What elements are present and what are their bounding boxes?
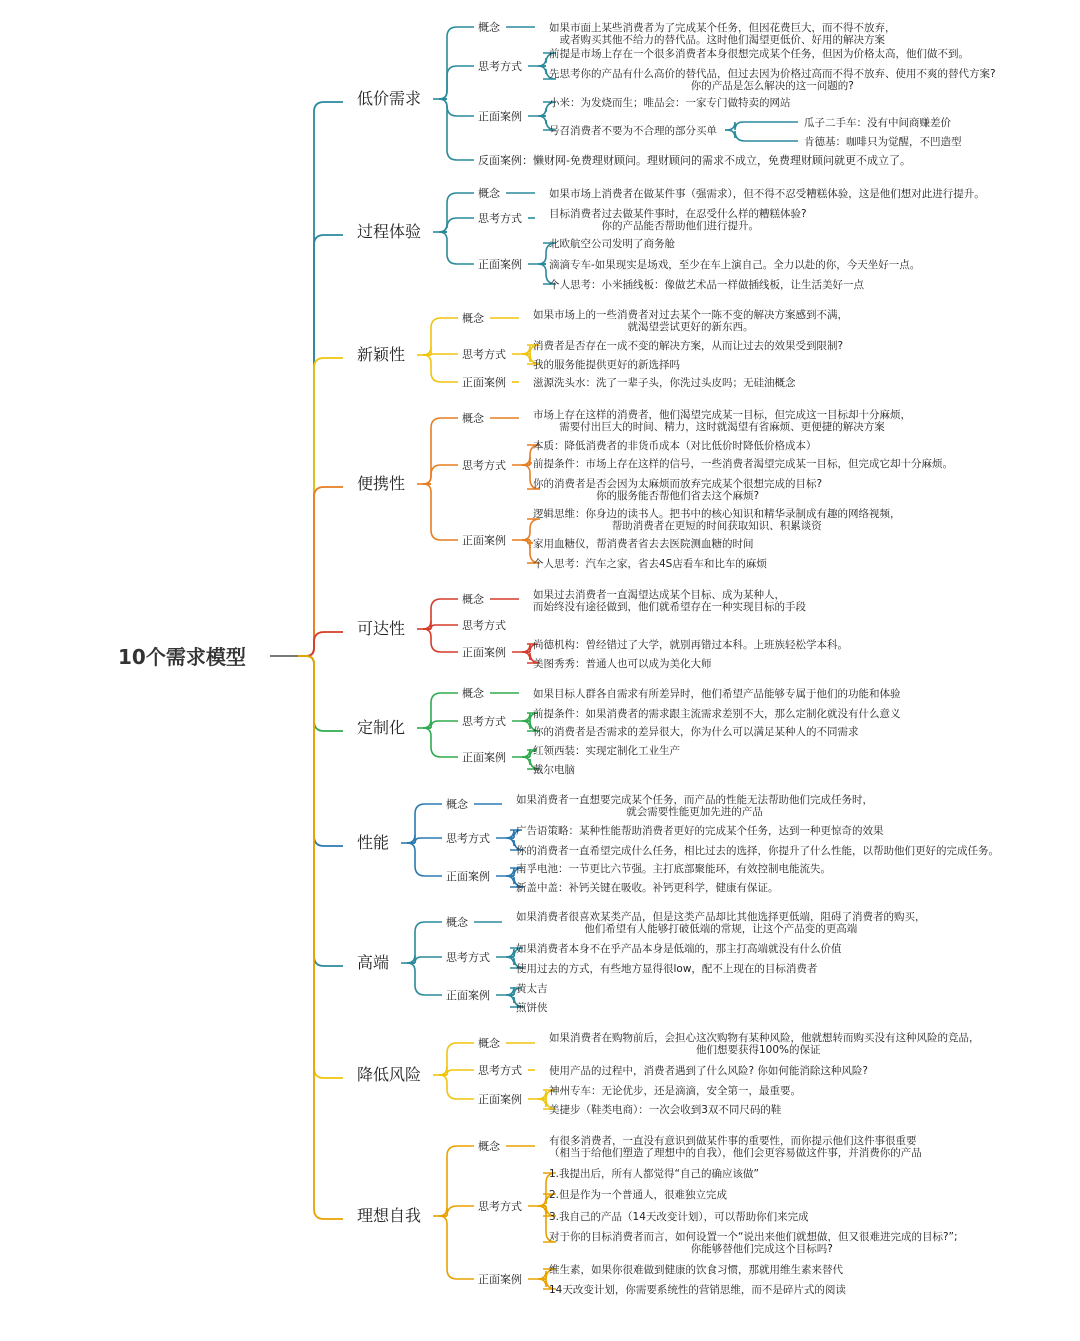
category-connector bbox=[439, 1206, 474, 1216]
category-connector bbox=[407, 843, 442, 876]
leaf-text: 黄太吉 bbox=[516, 983, 548, 995]
leaf-text: 如果市场上消费者在做某件事（强需求），但不得不忍受糟糕体验，这是他们想对此进行提升。 bbox=[549, 188, 985, 200]
category-connector bbox=[423, 355, 458, 382]
category-label: 思考方式 bbox=[462, 348, 506, 361]
leaf-text: 如果过去消费者一直渴望达成某个目标、成为某种人， bbox=[533, 589, 785, 601]
category-connector bbox=[407, 955, 442, 963]
leaf-text: 1.我提出后，所有人都觉得“自己的确应该做” bbox=[549, 1168, 759, 1180]
leaf-text: 就渴望尝试更好的新东西。 bbox=[627, 321, 754, 333]
leaf-text: 14天改变计划，你需要系统性的营销思维，而不是碎片式的阅读 bbox=[549, 1284, 846, 1296]
category-label: 概念 bbox=[478, 187, 500, 200]
leaf-text: 3.我自己的产品（14天改变计划），可以帮助你们来完成 bbox=[549, 1211, 809, 1223]
category-connector bbox=[407, 804, 442, 843]
category-connector bbox=[423, 484, 458, 540]
branch-title: 定制化 bbox=[357, 718, 406, 737]
leaf-text: 我的服务能提供更好的新选择吗 bbox=[533, 359, 680, 371]
leaf-text: 有很多消费者，一直没有意识到做某件事的重要性，而你提示他们这件事很重要 bbox=[549, 1135, 917, 1147]
category-label: 正面案例 bbox=[478, 1273, 522, 1286]
leaf-text: 他们希望有人能够打破低端的常规，让这个产品变的更高端 bbox=[584, 923, 858, 935]
leaf-text: 个人思考：汽车之家，省去4S店看车和比车的麻烦 bbox=[533, 558, 767, 570]
category-label: 思考方式 bbox=[446, 832, 490, 845]
category-connector bbox=[439, 66, 474, 99]
category-label: 概念 bbox=[478, 1037, 500, 1050]
category-connector bbox=[423, 621, 458, 629]
category-label: 概念 bbox=[462, 312, 484, 325]
leaf-text: 前提是市场上存在一个很多消费者本身很想完成某个任务，但因为价格太高，他们做不到。 bbox=[549, 48, 969, 60]
branch-title: 降低风险 bbox=[357, 1065, 422, 1084]
category-connector bbox=[439, 218, 474, 232]
category-label: 正面案例 bbox=[446, 870, 490, 883]
leaf-text: 如果市面上某些消费者为了完成某个任务，但因花费巨大，而不得不放弃， bbox=[549, 22, 896, 34]
leaf-text: 帮助消费者在更短的时间获取知识、积累谈资 bbox=[611, 520, 822, 532]
leaf-text: 小米：为发烧而生；唯品会：一家专门做特卖的网站 bbox=[549, 97, 791, 109]
branch-title: 便携性 bbox=[357, 474, 406, 493]
branch-title: 高端 bbox=[357, 953, 390, 972]
leaf-text: 号召消费者不要为不合理的部分买单 bbox=[549, 125, 717, 137]
leaf-text: 2.但是作为一个普通人，很难独立完成 bbox=[549, 1189, 728, 1201]
branch-title: 新颖性 bbox=[357, 345, 406, 364]
leaf-text: 先思考你的产品有什么高价的替代品，但过去因为价格过高而不得不放弃、使用不爽的替代方案? bbox=[549, 68, 996, 80]
subitem-text: 瓜子二手车：没有中间商赚差价 bbox=[804, 117, 951, 129]
leaf-text: 你的消费者是否会因为太麻烦而放弃完成某个很想完成的目标? bbox=[533, 478, 823, 490]
branch-connector bbox=[298, 656, 343, 966]
category-label: 思考方式 bbox=[478, 212, 522, 225]
leaf-text: 个人思考：小米插线板：像做艺术品一样做插线板，让生活美好一点 bbox=[549, 279, 864, 291]
branch-connector bbox=[298, 656, 343, 1078]
category-label: 概念 bbox=[446, 916, 468, 929]
category-label: 思考方式 bbox=[478, 60, 522, 73]
category-label: 正面案例 bbox=[462, 751, 506, 764]
category-connector bbox=[423, 318, 458, 355]
leaf-text: 他们想要获得100%的保证 bbox=[696, 1044, 821, 1056]
category-label: 思考方式 bbox=[462, 459, 506, 472]
category-connector bbox=[439, 193, 474, 232]
leaf-text: 你的消费者是否需求的差异很大，你为什么可以满足某种人的不同需求 bbox=[533, 726, 859, 738]
leaf-text: （相当于给他们塑造了理想中的自我），他们会更容易做这件事，并消费你的产品 bbox=[549, 1147, 922, 1159]
leaf-text: 红领西装：实现定制化工业生产 bbox=[533, 745, 680, 757]
leaf-text: 消费者是否存在一成不变的解决方案，从而让过去的效果受到限制? bbox=[533, 340, 844, 352]
branch-title: 低价需求 bbox=[357, 89, 422, 108]
leaf-text: 而始终没有途径做到，他们就希望存在一种实现目标的手段 bbox=[533, 601, 806, 613]
branch-connector bbox=[298, 632, 343, 656]
branch-connector bbox=[298, 656, 343, 731]
leaf-text: 目标消费者过去做某件事时，在忍受什么样的糟糕体验? bbox=[549, 208, 807, 220]
category-connector bbox=[439, 99, 474, 160]
category-connector bbox=[439, 232, 474, 264]
category-label: 正面案例 bbox=[462, 646, 506, 659]
leaf-text: 美图秀秀：普通人也可以成为美化大师 bbox=[533, 658, 712, 670]
leaf-text: 广告语策略：某种性能帮助消费者更好的完成某个任务，达到一种更惊奇的效果 bbox=[516, 825, 884, 837]
subitem-text: 肯德基：咖啡只为觉醒，不凹造型 bbox=[804, 136, 962, 148]
category-connector bbox=[423, 720, 458, 728]
category-connector bbox=[423, 418, 458, 484]
leaf-text: 戴尔电脑 bbox=[533, 764, 575, 776]
leaf-text: 你的服务能否帮他们省去这个麻烦? bbox=[596, 490, 760, 502]
item-connector bbox=[522, 519, 540, 540]
subitem-connector bbox=[725, 122, 798, 130]
category-connector bbox=[439, 27, 474, 99]
category-label: 正面案例 bbox=[446, 989, 490, 1002]
category-label: 正面案例 bbox=[478, 110, 522, 123]
leaf-text: 煎饼侠 bbox=[516, 1002, 548, 1014]
leaf-text: 家用血糖仪，帮消费者省去去医院测血糖的时间 bbox=[533, 538, 754, 550]
branch-5 bbox=[298, 588, 848, 670]
branch-title: 性能 bbox=[357, 833, 390, 852]
leaf-text: 如果消费者本身不在乎产品本身是低端的，那主打高端就没有什么价值 bbox=[516, 943, 842, 955]
category-label: 思考方式 bbox=[478, 1200, 522, 1213]
leaf-text: 如果消费者很喜欢某类产品，但是这类产品却比其他选择更低端，阻碍了消费者的购买， bbox=[516, 911, 926, 923]
category-connector bbox=[423, 629, 458, 652]
branch-connector bbox=[298, 656, 343, 846]
category-connector bbox=[439, 1216, 474, 1279]
leaf-text: 需要付出巨大的时间、精力，这时就渴望有省麻烦、更便捷的解决方案 bbox=[559, 421, 885, 433]
leaf-text: 北欧航空公司发明了商务舱 bbox=[549, 238, 675, 250]
branch-connector bbox=[298, 102, 343, 656]
branch-connector bbox=[298, 656, 343, 1219]
leaf-text: 滴滴专车-如果现实是场戏，至少在车上演自己。全力以赴的你，今天坐好一点。 bbox=[549, 259, 921, 271]
leaf-text: 本质：降低消费者的非货币成本（对比低价时降低价格成本） bbox=[533, 440, 817, 452]
branch-title: 可达性 bbox=[357, 619, 406, 638]
category-label: 思考方式 bbox=[462, 619, 506, 632]
category-connector bbox=[439, 1067, 474, 1075]
category-label: 概念 bbox=[446, 798, 468, 811]
leaf-text: 市场上存在这样的消费者，他们渴望完成某一目标，但完成这一目标却十分麻烦， bbox=[533, 409, 911, 421]
leaf-text: 前提条件：市场上存在这样的信号，一些消费者渴望完成某一目标，但完成它却十分麻烦。 bbox=[533, 458, 953, 470]
category-label: 正面案例 bbox=[462, 376, 506, 389]
category-connector bbox=[407, 835, 442, 843]
leaf-text: 或者购买其他不给力的替代品。这时他们渴望更低价、好用的解决方案 bbox=[559, 34, 885, 46]
branch-connector bbox=[298, 358, 343, 656]
category-label: 概念 bbox=[462, 687, 484, 700]
category-label: 反面案例：懒财网-免费理财顾问。理财顾问的需求不成立，免费理财顾问就更不成立了。 bbox=[478, 154, 911, 167]
leaf-text: 南孚电池：一节更比六节强。主打底部聚能环，有效控制电能流失。 bbox=[516, 863, 831, 875]
leaf-text: 你的产品能否帮助他们进行提升。 bbox=[601, 220, 759, 232]
category-label: 思考方式 bbox=[478, 1064, 522, 1077]
category-connector bbox=[423, 728, 458, 757]
branch-title: 理想自我 bbox=[357, 1206, 422, 1225]
leaf-text: 逻辑思维：你身边的读书人。把书中的核心知识和精华录制成有趣的网络视频， bbox=[533, 508, 901, 520]
category-connector bbox=[423, 693, 458, 728]
item-connector bbox=[522, 457, 532, 465]
leaf-text: 如果消费者在购物前后，会担心这次购物有某种风险，他就想转而购买没有这种风险的竞品， bbox=[549, 1032, 980, 1044]
leaf-text: 如果消费者一直想要完成某个任务，而产品的性能无法帮助他们完成任务时， bbox=[516, 794, 873, 806]
leaf-text: 你的产品是怎么解决的这一问题的? bbox=[690, 80, 854, 92]
leaf-text: 新盖中盖：补钙关键在吸收。补钙更科学，健康有保证。 bbox=[516, 882, 779, 894]
category-connector bbox=[407, 963, 442, 995]
root-node: 10个需求模型 bbox=[118, 645, 246, 669]
category-label: 思考方式 bbox=[446, 951, 490, 964]
leaf-text: 你能够替他们完成这个目标吗? bbox=[690, 1243, 833, 1255]
leaf-text: 维生素，如果你很难做到健康的饮食习惯，那就用维生素来替代 bbox=[549, 1264, 843, 1276]
category-connector bbox=[439, 1075, 474, 1099]
category-label: 概念 bbox=[478, 21, 500, 34]
leaf-text: 神州专车：无论优步，还是滴滴，安全第一，最重要。 bbox=[549, 1085, 801, 1097]
branch-6 bbox=[298, 656, 901, 776]
leaf-text: 如果市场上的一些消费者对过去某个一陈不变的解决方案感到不满， bbox=[533, 309, 848, 321]
leaf-text: 使用过去的方式，有些地方显得很low，配不上现在的目标消费者 bbox=[516, 963, 818, 975]
leaf-text: 你的消费者一直希望完成什么任务，相比过去的选择，你提升了什么性能，以帮助他们更好的完成任务。 bbox=[516, 845, 999, 857]
leaf-text: 如果目标人群各自需求有所差异时，他们希望产品能够专属于他们的功能和体验 bbox=[533, 688, 901, 700]
category-label: 概念 bbox=[462, 593, 484, 606]
category-label: 概念 bbox=[478, 1140, 500, 1153]
branch-connector bbox=[298, 235, 343, 656]
branches-layer bbox=[298, 20, 999, 1296]
leaf-text: 美捷步（鞋类电商）：一次会收到3双不同尺码的鞋 bbox=[549, 1104, 782, 1116]
leaf-text: 滋源洗头水：洗了一辈子头，你洗过头皮吗；无硅油概念 bbox=[533, 377, 796, 389]
category-label: 正面案例 bbox=[478, 1093, 522, 1106]
branch-connector bbox=[298, 487, 343, 656]
leaf-text: 前提条件：如果消费者的需求跟主流需求差别不大，那么定制化就没有什么意义 bbox=[533, 708, 901, 720]
category-label: 思考方式 bbox=[462, 715, 506, 728]
subitem-connector bbox=[725, 130, 798, 141]
category-label: 正面案例 bbox=[478, 258, 522, 271]
category-label: 概念 bbox=[462, 412, 484, 425]
branch-title: 过程体验 bbox=[357, 222, 422, 241]
category-connector bbox=[439, 99, 474, 116]
category-connector bbox=[423, 465, 458, 484]
leaf-text: 就会需要性能更加先进的产品 bbox=[626, 806, 763, 818]
leaf-text: 对于你的目标消费者而言，如何设置一个“说出来他们就想做，但又很难进完成的目标?”; bbox=[549, 1231, 958, 1243]
leaf-text: 尚德机构：曾经错过了大学，就别再错过本科。上班族轻松学本科。 bbox=[533, 639, 848, 651]
leaf-text: 使用产品的过程中，消费者遇到了什么风险? 你如何能消除这种风险? bbox=[549, 1065, 868, 1077]
category-label: 正面案例 bbox=[462, 534, 506, 547]
category-connector bbox=[423, 347, 458, 355]
